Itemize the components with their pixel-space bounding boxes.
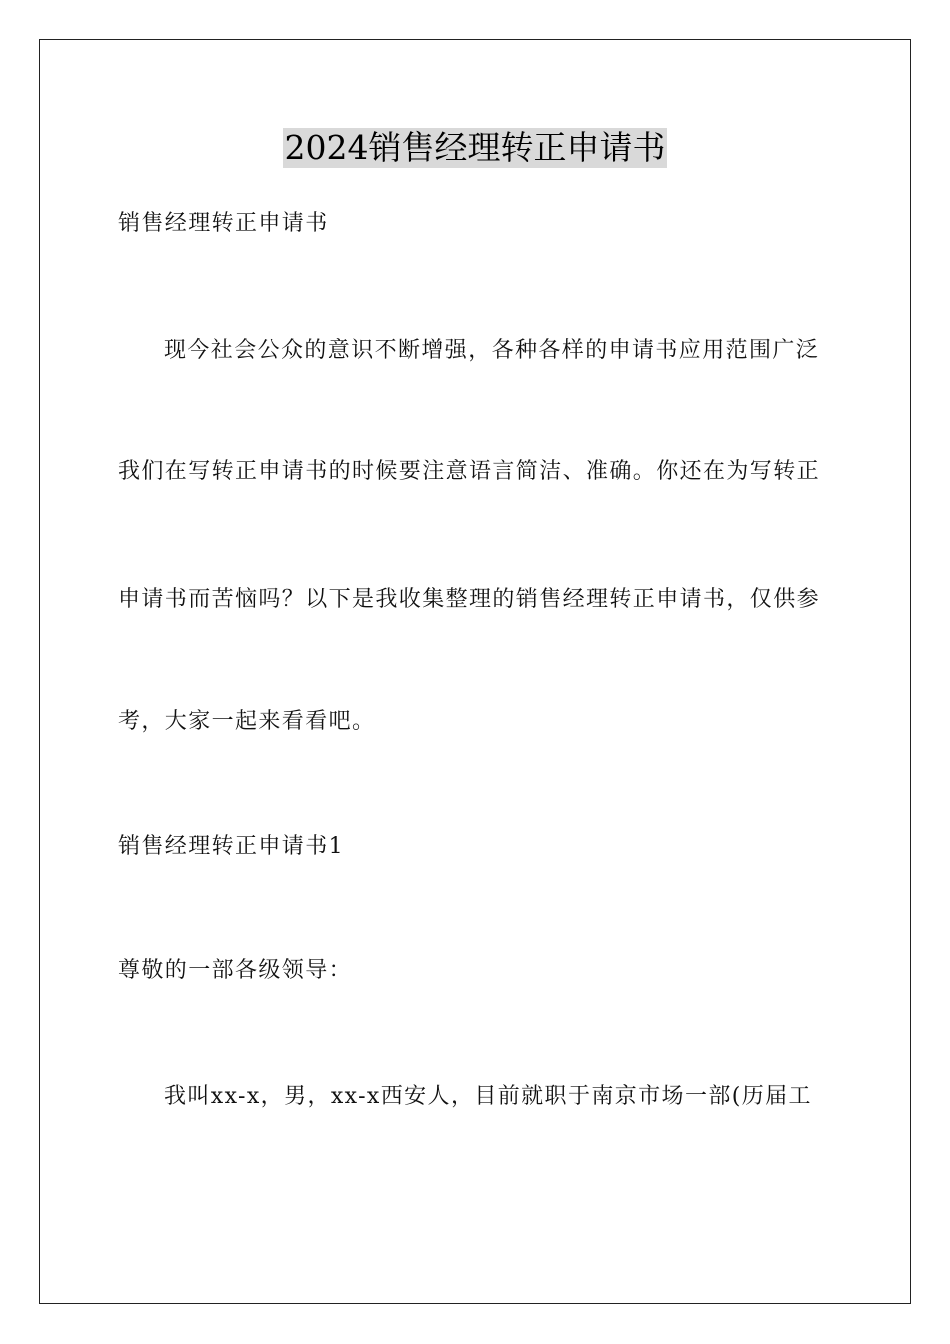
paragraph-line: 现今社会公众的意识不断增强，各种各样的申请书应用范围广泛	[164, 338, 820, 363]
salutation-line: 尊敬的一部各级领导：	[118, 958, 353, 983]
section-heading: 销售经理转正申请书1	[118, 834, 344, 859]
paragraph-line: 考，大家一起来看看吧。	[118, 709, 376, 734]
title-container	[0, 128, 950, 168]
paragraph-line: 我们在写转正申请书的时候要注意语言简洁、准确。你还在为写转正	[118, 459, 821, 484]
paragraph-line: 我叫xx-x，男，xx-x西安人，目前就职于南京市场一部(历届工	[164, 1084, 812, 1109]
subtitle-line: 销售经理转正申请书	[118, 211, 329, 236]
document-title: 2024销售经理转正申请书	[284, 128, 666, 167]
paragraph-line: 申请书而苦恼吗？以下是我收集整理的销售经理转正申请书，仅供参	[118, 587, 821, 612]
